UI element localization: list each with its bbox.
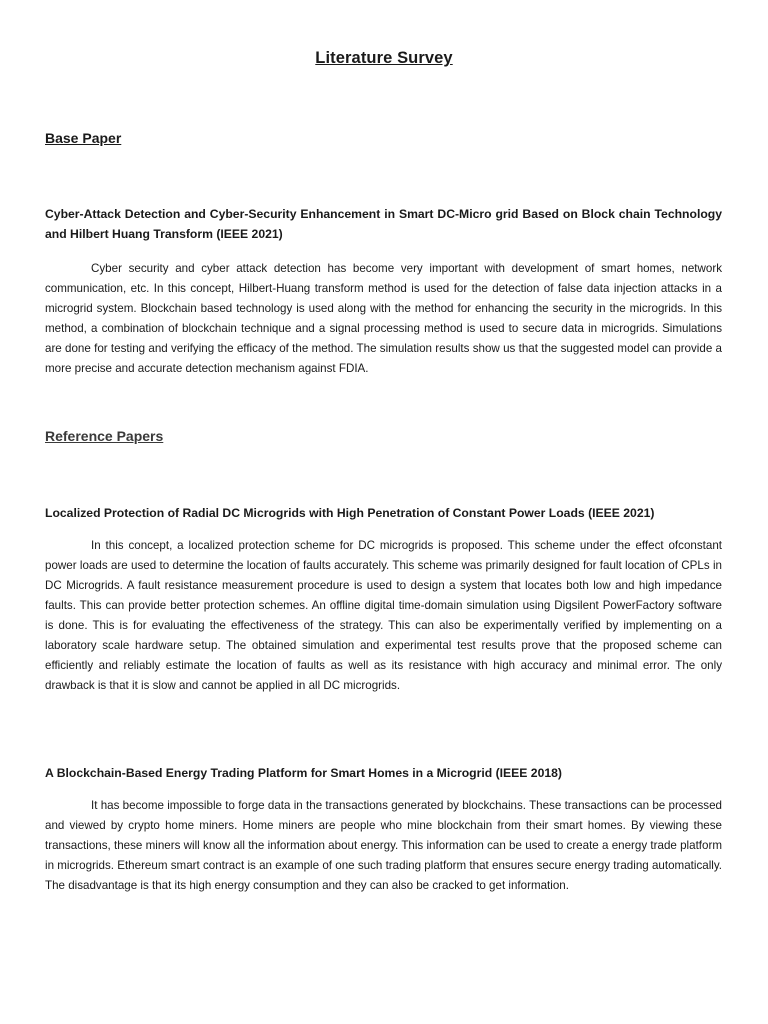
reference-papers-heading: Reference Papers: [45, 428, 164, 444]
reference-paper-summary-2: It has become impossible to forge data in the transactions generated by blockchains. These transactions can be processed and viewed by crypto home miners. Home miners are people who mine blockchain from their smart homes. By viewing these transactions, these miners will know all the information about energy. This information can be used to create a energy trade platform in microgrids. Ethereum smart contract is an example of one such trading platform that ensures secure energy trading automatically. The disadvantage is that its high energy consumption and they can also be cracked to get information.: [45, 799, 722, 892]
base-paper-title: Cyber-Attack Detection and Cyber-Security Enhancement in Smart DC-Micro grid Based on Block chain Technology and Hilbert Huang Transform (IEEE 2021): [45, 207, 722, 241]
base-paper-heading: Base Paper: [45, 130, 122, 146]
base-paper-summary: Cyber security and cyber attack detection has become very important with development of smart homes, network communication, etc. In this concept, Hilbert-Huang transform method is used for the detection of false data injection attacks in a microgrid system. Blockchain based technology is used along with the method for enhancing the security in the microgrids. In this method, a combination of blockchain technique and a signal processing method is used to secure data in microgrids. Simulations are done for testing and verifying the efficacy of the method. The simulation results show us that the suggested model can provide a more precise and accurate detection mechanism against FDIA.: [45, 262, 722, 375]
page-title: Literature Survey: [315, 49, 453, 67]
reference-paper-summary-1: In this concept, a localized protection scheme for DC microgrids is proposed. This scheme under the effect ofconstant power loads are used to determine the location of faults accurately. This scheme was primarily designed for fault location of CPLs in DC Microgrids. A fault resistance measurement procedure is used to design a system that locates both low and high impedance faults. This can provide better protection schemes. An offline digital time-domain simulation using Digsilent PowerFactory software is done. This is for evaluating the effectiveness of the strategy. This can also be experimentally verified by implementing on a laboratory scale hardware setup. The obtained simulation and experimental test results prove that the proposed scheme can efficiently and reliably estimate the location of faults as well as its resistance with high accuracy and minimal error. The only drawback is that it is slow and cannot be applied in all DC microgrids.: [45, 539, 722, 692]
reference-paper-title-1: Localized Protection of Radial DC Microgrids with High Penetration of Constant Power Loads (IEEE 2021): [45, 506, 655, 520]
reference-paper-title-2: A Blockchain-Based Energy Trading Platform for Smart Homes in a Microgrid (IEEE 2018): [45, 766, 562, 780]
